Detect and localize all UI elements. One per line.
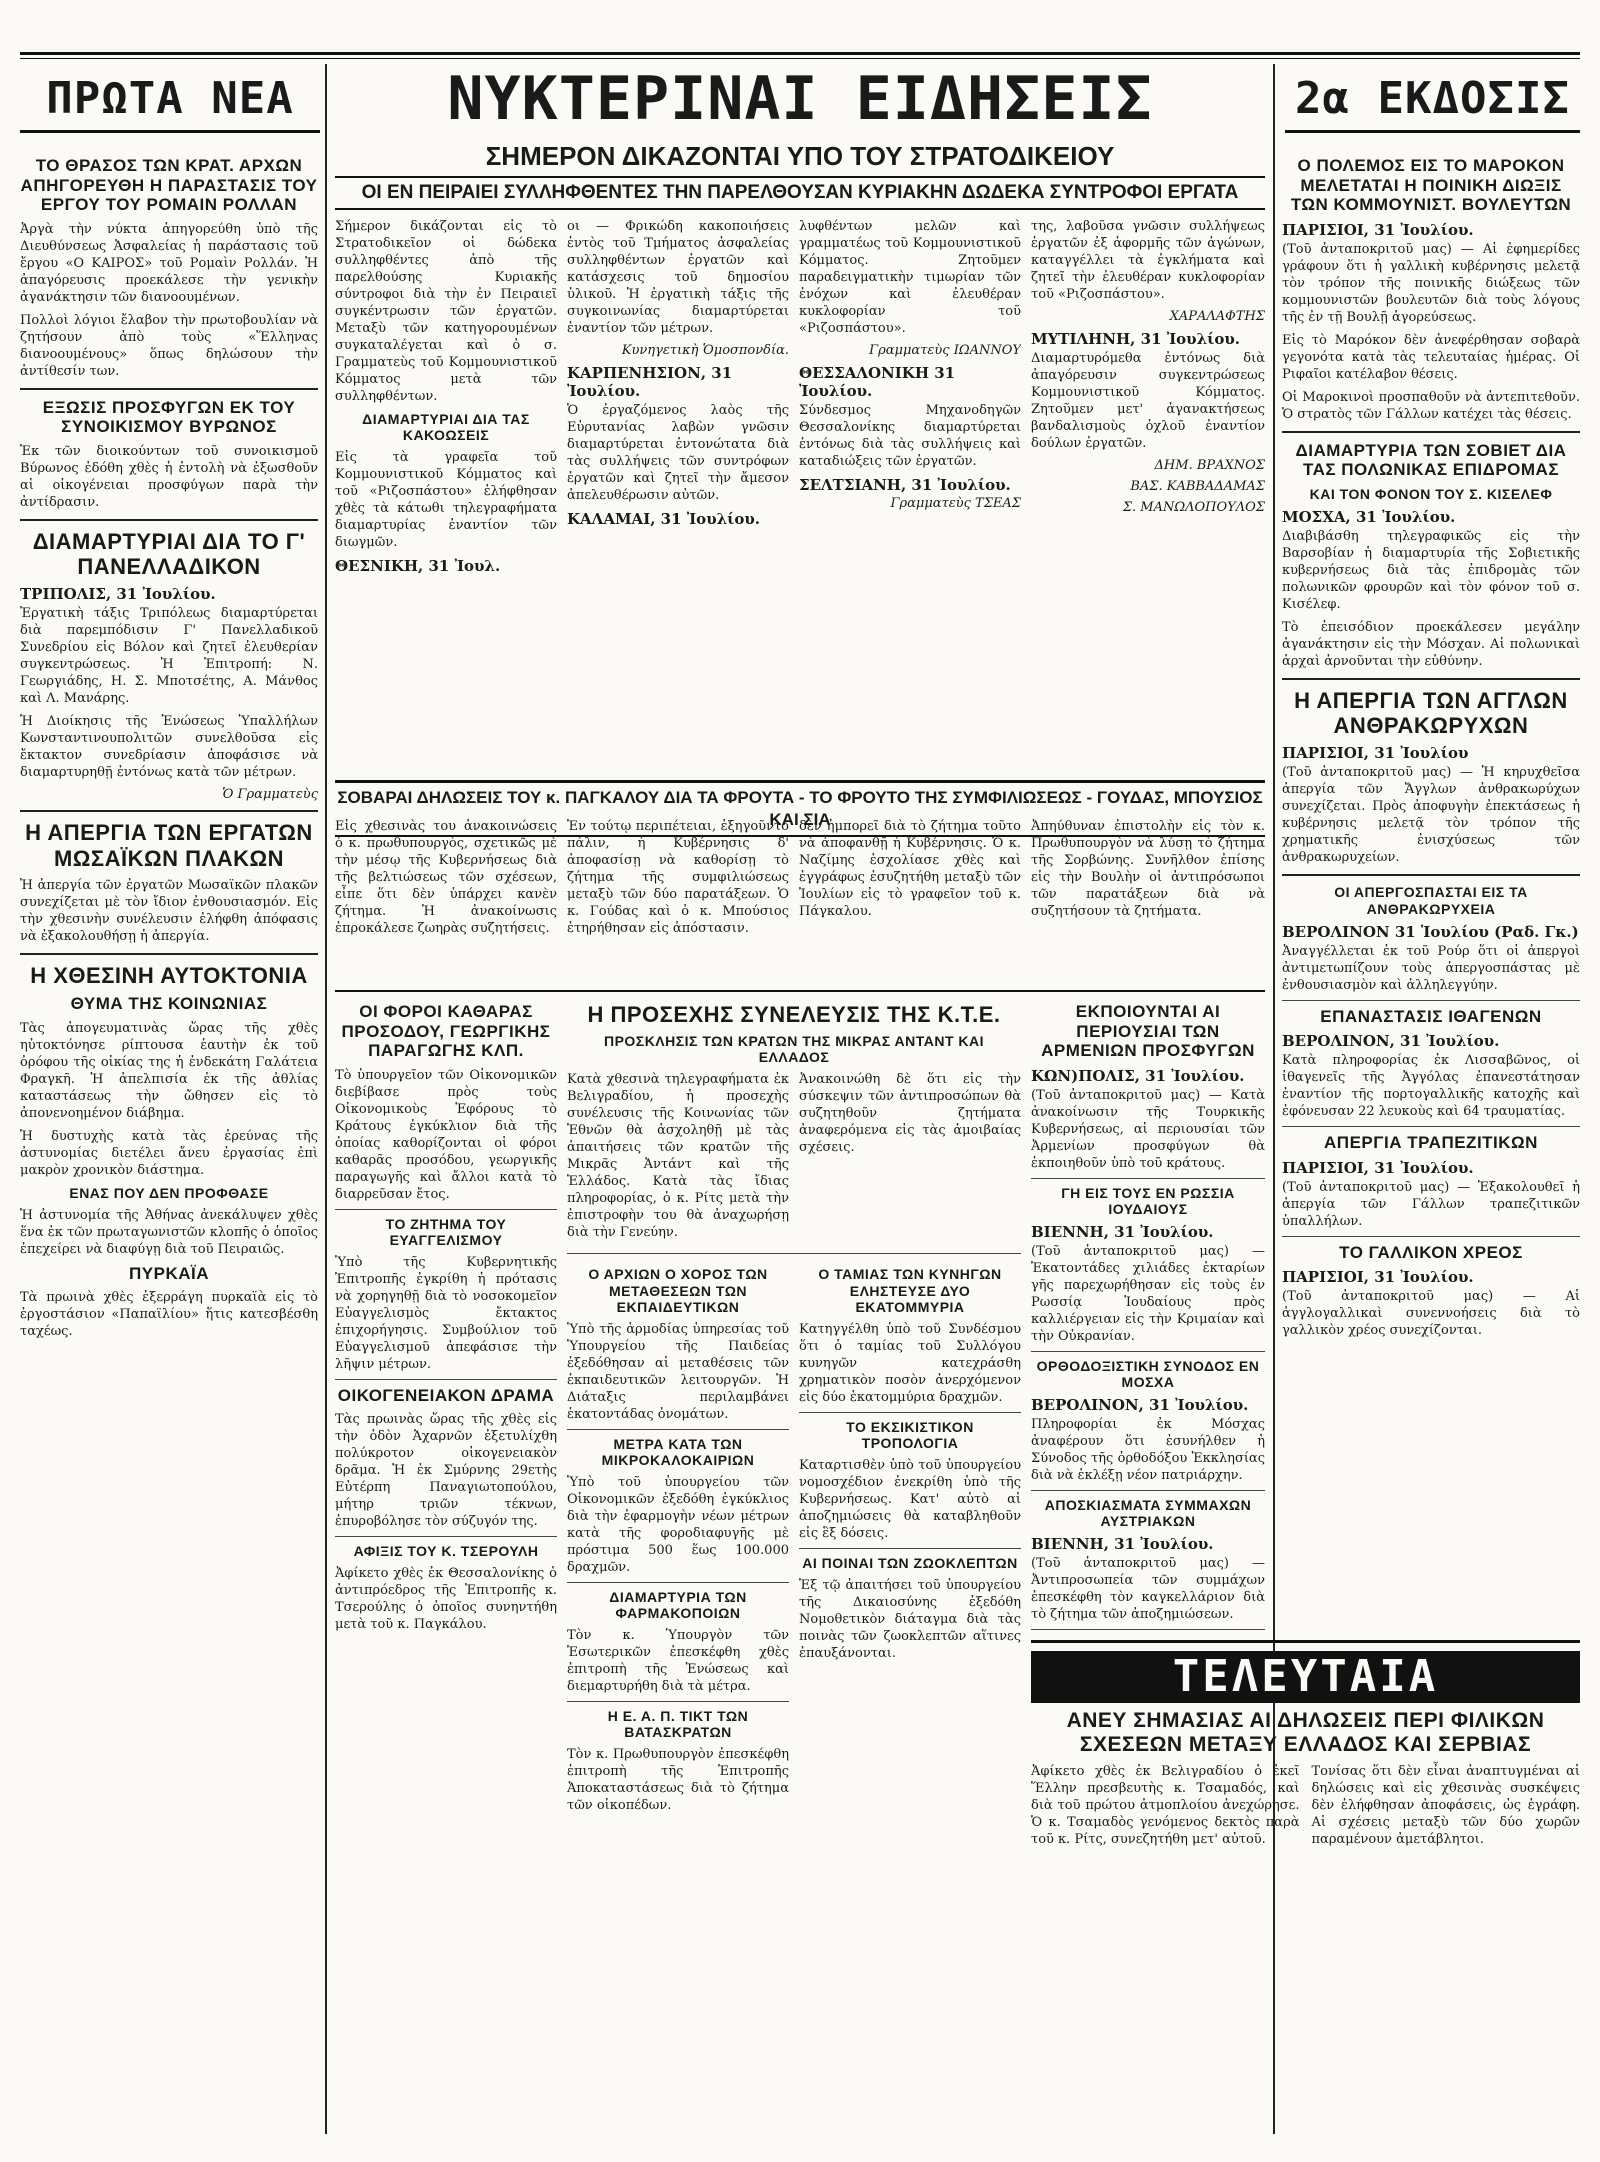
- ct-col3-text: λυφθέντων μελῶν καὶ γραμματέως τοῦ Κομμουνιστικοῦ Κόμματος. Ζητοῦμεν παραδειγματικὴν τιμωρίαν τῶν ἐνόχων καὶ ἐλευθέραν κυκλοφορίαν τοῦ «Ριζοσπάστου».: [799, 219, 1021, 336]
- last-news-banner: ΤΕΛΕΥΤΑΙΑ: [1031, 1651, 1580, 1703]
- center-top-col-2: [567, 218, 789, 773]
- s12-text: Ἐξ τῷ ἀπαιτήσει τοῦ ὑπουργείου τῆς Δικαιοσύνης ἐξεδόθη Νομοθετικὸν διάταγμα διὰ τὰς ποινὰς τῶν ζωοκλεπτῶν αἵτινες ἐπαυξάνονται.: [799, 1578, 1021, 1662]
- s11-sep: [799, 1548, 1021, 1549]
- s11-head: ΤΟ ΕΚΣΙΚΙΣΤΙΚΟΝ ΤΡΟΠΟΛΟΓΙΑ: [846, 1418, 974, 1451]
- left-t5b: Ἡ δυστυχὴς κατὰ τὰς ἐρεύνας τῆς ἀστυνομίας διετέλει ἄνευ ἐργασίας ἐπὶ μακρὸν χρονικὸν διάστημα.: [20, 1128, 318, 1178]
- rm-sep4: [1031, 1629, 1265, 1630]
- mid-lower-right: [799, 1260, 1021, 1820]
- s10-text: Κατηγγέλθη ὑπὸ τοῦ Συνδέσμου ὅτι ὁ ταμίας τοῦ Συλλόγου κυνηγῶν κατεχράσθη χρηματικὸν ποσὸν ἀνερχόμενον εἰς δύο ἑκατομμύρια δραχμῶν.: [799, 1321, 1021, 1405]
- ct-col1-text2: Εἰς τὰ γραφεῖα τοῦ Κομμουνιστικοῦ Κόμματος καὶ τοῦ «Ριζοσπάστου» ἐλήφθησαν χθὲς τὰ κάτωθι τηλεγραφήματα διαμαρτυρίας ἐναντίον τῶν διωγμῶν.: [335, 450, 557, 551]
- ct-col2-text2: Ὁ ἐργαζόμενος λαὸς τῆς Εὐρυτανίας λαβὼν γνῶσιν διαμαρτύρεται ἐντονώτατα διὰ τὰς συλλήψεις τῶν συντρόφων ἐργατῶν καὶ ζητεῖ τὴν ἄμεσον ἀπελευθέρωσιν αὐτῶν.: [567, 403, 789, 503]
- ct-col2-dateline2: ΚΑΛΑΜΑΙ, 31 Ἰουλίου.: [567, 510, 761, 528]
- left-t3b: Ἡ Διοίκησις τῆς Ἑνώσεως Ὑπαλλήλων Κωνσταντινουπολιτῶν συνελθοῦσα εἰς ἔκτακτον συνεδρίασιν ἀποφάσισε νὰ διαμαρτυρηθῇ ἐντόνως κατὰ τῶν μέτρων.: [20, 714, 318, 781]
- center-top-col-1: [335, 218, 557, 773]
- center-top-col-4: [1031, 218, 1265, 773]
- right-sep-2: [1282, 678, 1580, 680]
- right-t2b: Τὸ ἐπεισόδιον προεκάλεσεν μεγάλην ἀγανάκτησιν εἰς τὴν Μόσχαν. Αἱ πολωνικαὶ ἀρχαὶ ἀρνοῦνται τὴν εὐθύνην.: [1282, 619, 1580, 669]
- s2-head: ΤΟ ΖΗΤΗΜΑ ΤΟΥ ΕΥΑΓΓΕΛΙΣΜΟΥ: [385, 1215, 507, 1248]
- center-banner: [335, 66, 1265, 132]
- ct-col2-signature: Κυνηγετικὴ Ὁμοσπονδία.: [621, 343, 789, 358]
- mid-lower-left: [567, 1260, 789, 1820]
- left-sep-4: [20, 953, 318, 955]
- middle-band-col-2: [567, 818, 789, 986]
- ct-col3-text2: Σύνδεσμος Μηχανοδηγῶν Θεσσαλονίκης διαμαρτύρεται ἐντόνως διὰ τὰς συλλήψεις καὶ καταδιώξεις τῶν ἐργατῶν.: [799, 403, 1021, 469]
- mid-lower-split: [567, 1260, 1021, 1820]
- s2-text: Ὑπὸ τῆς Κυβερνητικῆς Ἐπιτροπῆς ἐγκρίθη ἡ πρότασις νὰ χορηγηθῇ διὰ τὸ νοσοκομεῖον Εὐαγγελισμὸς ἔκτακτος ἐπιχορήγησις. Συμβούλιον τοῦ Εὐαγγελισμοῦ ἀπεφάσισε τὴν λῆψιν μέτρων.: [335, 1254, 557, 1372]
- mid-col-d: [1031, 996, 1265, 1636]
- right-t5: Κατὰ πληροφορίας ἐκ Λισσαβῶνος, οἱ ἰθαγενεῖς τῆς Ἀγγόλας ἐπανεστάτησαν ἐναντίον τῆς πορτογαλλικῆς κατοχῆς καὶ ἐφόνευσαν 22 λευκοὺς καὶ 64 τραυματίας.: [1282, 1053, 1580, 1120]
- s7-head: ΜΕΤΡΑ ΚΑΤΑ ΤΩΝ ΜΙΚΡΟΚΑΛΟΚΑΙΡΙΩΝ: [601, 1435, 755, 1468]
- rm-d3: ΒΕΡΟΛΙΝΟΝ, 31 Ἰουλίου.: [1031, 1396, 1249, 1415]
- rm-t3: Πληροφορίαι ἐκ Μόσχας ἀναφέρουν ὅτι ἐσυνήλθεν ἡ Σύνοδος τῆς ὀρθοδόξου Ἐκκλησίας διὰ νὰ ἐκλέξῃ νέον πατριάρχην.: [1031, 1417, 1265, 1484]
- right-t2: Διαβιβάσθη τηλεγραφικῶς εἰς τὴν Βαρσοβίαν ἡ διαμαρτυρία τῆς Σοβιετικῆς κυβερνήσεως διὰ τὰς ἐπιδρομὰς τῶν πολωνικῶν φρουρῶν καὶ τὸν φόνον τοῦ σ. Κισέλεφ.: [1282, 528, 1580, 612]
- right-column: [1282, 150, 1580, 1890]
- s5-sep: [567, 1253, 1021, 1254]
- top-rule: [20, 52, 1580, 55]
- mid-col-bc: [567, 996, 1021, 2136]
- s6-sep: [567, 1429, 789, 1430]
- ct-col4-text2: Διαμαρτυρόμεθα ἐντόνως διὰ ἀπαγόρευσιν συγκεντρώσεως Κομμουνιστικοῦ Κόμματος. Ζητοῦμεν μετ' ἀγανακτήσεως βανδαλισμοὺς ὀχλοῦ ἐναντίον δούλων ἐργατῶν.: [1031, 351, 1265, 451]
- middle-band-col-4: [1031, 818, 1265, 986]
- rm-h1: ΕΚΠΟΙΟΥΝΤΑΙ ΑΙ ΠΕΡΙΟΥΣΙΑΙ ΤΩΝ ΑΡΜΕΝΙΩΝ ΠΡΟΣΦΥΓΩΝ: [1041, 1002, 1255, 1061]
- right-t7: (Τοῦ ἀνταποκριτοῦ μας) — Αἱ ἀγγλογαλλικαὶ συνεννοήσεις διὰ τὸ γαλλικὸν χρέος συνεχίζονται.: [1282, 1289, 1580, 1339]
- middle-band-col-1: [335, 818, 557, 986]
- top-rule-thin: [20, 58, 1580, 59]
- s7-text: Ὑπὸ τοῦ ὑπουργείου τῶν Οἰκονομικῶν ἐξεδόθη ἐγκύκλιος διὰ τὴν ἐφαρμογὴν νέων μέτρων κατὰ τῆς φοροδιαφυγῆς μὲ πρόστιμα 500 ἕως 100.000 δραχμῶν.: [567, 1474, 789, 1575]
- s5-text2: Ἀνακοινώθη δὲ ὅτι εἰς τὴν σύσκεψιν τῶν ἀντιπροσώπων θὰ συζητηθοῦν ζητήματα ἀναφερόμενα εἰς τὰς ἀμοιβαίας σχέσεις.: [799, 1072, 1021, 1156]
- mid-lower-rule: [335, 990, 1265, 992]
- middle-band-col-3: [799, 818, 1021, 986]
- rm-h4: ΑΠΟΣΚΙΑΣΜΑΤΑ ΣΥΜΜΑΧΩΝ ΑΥΣΤΡΙΑΚΩΝ: [1044, 1497, 1252, 1530]
- s7-sep: [567, 1582, 789, 1583]
- s8-text: Τὸν κ. Ὑπουργὸν τῶν Ἐσωτερικῶν ἐπεσκέφθη χθὲς ἐπιτροπὴ τῆς Ἑνώσεως καὶ διεμαρτυρήθη διὰ τὰ μέτρα.: [567, 1628, 789, 1695]
- rm-sep2: [1031, 1351, 1265, 1352]
- center-banner-text: ΝΥΚΤΕΡΙΝΑΙ ΕΙΔΗΣΕΙΣ: [447, 64, 1153, 134]
- left-t2: Ἐκ τῶν διοικούντων τοῦ συνοικισμοῦ Βύρωνος ἐδόθη χθὲς ἡ ἐντολὴ νὰ ἐξωσθοῦν αἱ οἰκογένειαι προσφύγων παρὰ τὴν ἀντίδρασιν.: [20, 443, 318, 510]
- ct-col4-signature4: Σ. ΜΑΝΩΛΟΠΟΥΛΟΣ: [1122, 500, 1265, 515]
- right-sep-1: [1282, 431, 1580, 433]
- s5-head: Η ΠΡΟΣΕΧΗΣ ΣΥΝΕΛΕΥΣΙΣ ΤΗΣ Κ.Τ.Ε.: [587, 1002, 1001, 1027]
- middle-band-headline: ΣΟΒΑΡΑΙ ΔΗΛΩΣΕΙΣ ΤΟΥ κ. ΠΑΓΚΑΛΟΥ ΔΙΑ ΤΑ ΦΡΟΥΤΑ - ΤΟ ΦΡΟΥΤΟ ΤΗΣ ΣΥΜΦΙΛΙΩΣΕΩΣ - ΓΟΥΔΑΣ, ΜΠΟΥΣΙΟΣ ΚΑΙ ΣΙΑ: [335, 780, 1265, 837]
- left-sep-2: [20, 519, 318, 521]
- right-t6: (Τοῦ ἀνταποκριτοῦ μας) — Ἐξακολουθεῖ ἡ ἀπεργία τῶν Γάλλων τραπεζιτικῶν ὑπαλλήλων.: [1282, 1179, 1580, 1229]
- right-d6: ΠΑΡΙΣΙΟΙ, 31 Ἰουλίου.: [1282, 1158, 1474, 1177]
- left-h6: ΕΝΑΣ ΠΟΥ ΔΕΝ ΠΡΟΦΘΑΣΕ: [69, 1184, 269, 1201]
- right-h4: ΟΙ ΑΠΕΡΓΟΣΠΑΣΤΑΙ ΕΙΣ ΤΑ ΑΝΘΡΑΚΩΡΥΧΕΙΑ: [1334, 884, 1528, 917]
- s4-text: Ἀφίκετο χθὲς ἐκ Θεσσαλονίκης ὁ ἀντιπρόεδρος τῆς Ἐπιτροπῆς κ. Τσερούλης ὁ ὁποῖος συνηντήθη μετὰ τοῦ κ. Παγκάλου.: [335, 1566, 557, 1633]
- rm-h2: ΓΗ ΕΙΣ ΤΟΥΣ ΕΝ ΡΩΣΣΙΑ ΙΟΥΔΑΙΟΥΣ: [1061, 1184, 1235, 1217]
- s3-text: Τὰς πρωινὰς ὥρας τῆς χθὲς εἰς τὴν ὁδὸν Ἀχαρνῶν ἐξετυλίχθη πολύκροτον οἰκογενειακὸν δρᾶμα. Ἡ ἐκ Σμύρνης 29ετὴς Εὐτέρπη Παναγιωτοπούλου, μήτηρ τριῶν τέκνων, ἐπυροβόλησε τὸν σύζυγόν της.: [335, 1412, 557, 1530]
- rm-t1: (Τοῦ ἀνταποκριτοῦ μας) — Κατὰ ἀνακοίνωσιν τῆς Τουρκικῆς Κυβερνήσεως, αἱ περιουσίαι τῶν Ἀρμενίων προσφύγων θὰ ἐκποιηθοῦν ὑπὸ τοῦ κράτους.: [1031, 1087, 1265, 1171]
- rm-t2: (Τοῦ ἀνταποκριτοῦ μας) — Ἐκατοντάδες χιλιάδες ἑκταρίων γῆς παρεχωρήθησαν εἰς τοὺς ἐν Ρωσσίᾳ Ἰουδαίους πρὸς καλλιέργειαν εἰς τὴν Κριμαίαν καὶ τὴν Οὐκρανίαν.: [1031, 1243, 1265, 1344]
- left-h3: ΔΙΑΜΑΡΤΥΡΙΑΙ ΔΙΑ ΤΟ Γ' ΠΑΝΕΛΛΑΔΙΚΟΝ: [32, 528, 306, 580]
- right-h2b: ΚΑΙ ΤΟΝ ΦΟΝΟΝ ΤΟΥ Σ. ΚΙΣΕΛΕΦ: [1309, 485, 1553, 502]
- right-h5: ΕΠΑΝΑΣΤΑΣΙΣ ΙΘΑΓΕΝΩΝ: [1320, 1006, 1542, 1026]
- left-h5: Η ΧΘΕΣΙΝΗ ΑΥΤΟΚΤΟΝΙΑ: [30, 962, 308, 988]
- ct-col4-signature3: ΒΑΣ. ΚΑΒΒΑΔΑΜΑΣ: [1130, 479, 1265, 494]
- right-banner-text: 2α ΕΚΔΟΣΙΣ: [1295, 73, 1570, 124]
- ct-col2-dateline: ΚΑΡΠΕΝΗΣΙΟΝ, 31 Ἰουλίου.: [567, 364, 733, 400]
- rm-sep1: [1031, 1178, 1265, 1179]
- col-rule-1: [325, 64, 327, 2134]
- ct-col4-dateline: ΜΥΤΙΛΗΝΗ, 31 Ἰουλίου.: [1031, 330, 1240, 348]
- ct-col1-dateline: ΘΕΣΝΙΚΗ, 31 Ἰουλ.: [335, 557, 501, 576]
- last-news-headline: ΑΝΕΥ ΣΗΜΑΣΙΑΣ ΑΙ ΔΗΛΩΣΕΙΣ ΠΕΡΙ ΦΙΛΙΚΩΝ ΣΧΕΣΕΩΝ ΜΕΤΑΞΥ ΕΛΛΑΔΟΣ ΚΑΙ ΣΕΡΒΙΑΣ: [1066, 1709, 1545, 1757]
- rm-h3: ΟΡΘΟΔΟΞΙΣΤΙΚΗ ΣΥΝΟΔΟΣ ΕΝ ΜΟΣΧΑ: [1036, 1357, 1260, 1390]
- s12-head: ΑΙ ΠΟΙΝΑΙ ΤΩΝ ΖΩΟΚΛΕΠΤΩΝ: [802, 1554, 1018, 1571]
- mb-t1: Εἰς χθεσινὰς του ἀνακοινώσεις ὁ κ. πρωθυπουργὸς, σχετικῶς μὲ τὴν μέσῳ τῆς Κυβερνήσεως διὰ τῆς βελτιώσεως τῶν σχέσεων, εἶπε ὅτι δὲν ὑπάρχει κανὲν ζήτημα. Ἡ ἀνακοίνωσις ἐπροκάλεσε ζωηρὰς συζητήσεις.: [335, 819, 557, 936]
- right-h3: Η ΑΠΕΡΓΙΑ ΤΩΝ ΑΓΓΛΩΝ ΑΝΘΡΑΚΩΡΥΧΩΝ: [1294, 687, 1568, 739]
- ct-col2-text: οι — Φρικώδη κακοποιήσεις ἐντὸς τοῦ Τμήματος ἀσφαλείας συλληφθέντων ἐργατῶν καὶ κατάσχεσις τοῦ δημοσίου ὑλικοῦ. Ἡ ἐργατικὴ τάξις τῆς συγκοινωνίας διαμαρτύρεται ἐναντίον τῶν μέτρων.: [567, 219, 789, 336]
- left-t5: Τὰς ἀπογευματινὰς ὥρας τῆς χθὲς ηὐτοκτόνησε ρίπτουσα ἑαυτὴν ἐκ τοῦ ὀρόφου τῆς οἰκίας της ἡ ἐνδεκάτη Γαλάτεια Φραγκῆ. Ἡ ἀπελπισία ἐκ τῆς ἀθλίας καταστάσεως τὴν ὤθησεν εἰς τὸ ἀπονενοημένον διάβημα.: [20, 1020, 318, 1121]
- left-d3: ΤΡΙΠΟΛΙΣ, 31 Ἰουλίου.: [20, 585, 216, 604]
- last-news-body: [1031, 1763, 1580, 1854]
- s3-sep: [335, 1536, 557, 1537]
- right-h1: Ο ΠΟΛΕΜΟΣ ΕΙΣ ΤΟ ΜΑΡΟΚΟΝ ΜΕΛΕΤΑΤΑΙ Η ΠΟΙΝΙΚΗ ΔΙΩΞΙΣ ΤΩΝ ΚΟΜΜΟΥΝΙΣΤ. ΒΟΥΛΕΥΤΩΝ: [1290, 156, 1572, 215]
- left-sig3: Ὁ Γραμματεὺς: [222, 787, 318, 803]
- last-news-t2: Τονίσας ὅτι δὲν εἶναι ἀναπτυγμέναι αἱ δηλώσεις καὶ εἰς χθεσινὰς συσκέψεις δὲν ἐλήφθησαν ἀποφάσεις, ὡς ἐγράφη. Αἱ σχέσεις μεταξὺ τῶν δύο χωρῶν παραμένουν ἀμετάβλητοι.: [1311, 1764, 1580, 1848]
- right-d4: ΒΕΡΟΛΙΝΟΝ 31 Ἰουλίου (Ραδ. Γκ.): [1282, 922, 1579, 941]
- left-t6: Ἡ ἀστυνομία τῆς Ἀθήνας ἀνεκάλυψεν χθὲς ἕνα ἐκ τῶν πρωταγωνιστῶν κλοπῆς ὁ ὁποῖος ἐπεχείρει νὰ διαφύγῃ διὰ τοῦ Πειραιῶς.: [20, 1207, 318, 1257]
- right-d3: ΠΑΡΙΣΙΟΙ, 31 Ἰουλίου: [1282, 744, 1469, 763]
- left-column: [20, 150, 318, 2140]
- s1-sep: [335, 1209, 557, 1210]
- s5-text: Κατὰ χθεσινὰ τηλεγραφήματα ἐκ Βελιγραδίου, ἡ προσεχὴς συνέλευσις τῆς Κοινωνίας τῶν Ἐθνῶν θὰ ἀσχοληθῇ μὲ τὰς ἀπαιτήσεις τῶν κρατῶν τῆς Μικρᾶς Ἀντάντ καὶ τῆς Ἑλλάδος. Κατὰ τὰς ἴδιας πληροφορίας, ὁ κ. Ρίτς μετὰ τὴν ἐπιστροφὴν του θὰ ἀναχωρήσῃ διὰ τὴν Γενεύην.: [567, 1072, 789, 1241]
- left-t7: Τὰ πρωινὰ χθὲς ἐξερράγη πυρκαϊὰ εἰς τὸ ἐργοστάσιον «Παπαϊλίου» ἥτις κατεσβέσθη ταχέως.: [20, 1290, 318, 1340]
- left-banner-text: ΠΡΩΤΑ ΝΕΑ: [46, 73, 294, 124]
- mb-t3: δὲν ἠμπορεῖ διὰ τὸ ζήτημα τοῦτο νὰ ἀποφανθῇ ἡ Κυβέρνησις. Ὁ κ. Ναζίμης ἐσχολίασε χθὲς καὶ ἐγγράφως ἐσυζητήθη μεταξὺ τῶν Ἰουλίων εἰς τὸ γραφεῖον τοῦ κ. Πάγκαλου.: [799, 819, 1021, 919]
- left-t4: Ἡ ἀπεργία τῶν ἐργατῶν Μωσαϊκῶν πλακῶν συνεχίζεται μὲ τὸν ἴδιον ἐνθουσιασμόν. Εἰς τὴν χθεσινὴν συνέλευσιν ἐλήφθη ἀπόφασις νὰ ἐξακολουθήσῃ ἡ ἀπεργία.: [20, 877, 318, 944]
- right-t3: (Τοῦ ἀνταποκριτοῦ μας) — Ἡ κηρυχθεῖσα ἀπεργία τῶν Ἄγγλων ἀνθρακωρύχων συνεχίζεται. Πρὸς ἀποφυγὴν ἐπεκτάσεως ἡ κυβέρνησις μελετᾷ τὸν τρόπον τῆς χρηματικῆς ἐνισχύσεως τῶν ἀνθρακωρυχείων.: [1282, 765, 1580, 866]
- ct-col1-sub: ΔΙΑΜΑΡΤΥΡΙΑΙ ΔΙΑ ΤΑΣ ΚΑΚΟΩΣΕΙΣ: [362, 411, 530, 444]
- ct-col3-signature2: Γραμματεὺς ΤΣΕΑΣ: [890, 496, 1021, 511]
- left-h1: ΤΟ ΘΡΑΣΟΣ ΤΩΝ ΚΡΑΤ. ΑΡΧΩΝ ΑΠΗΓΟΡΕΥΘΗ Η ΠΑΡΑΣΤΑΣΙΣ ΤΟΥ ΕΡΓΟΥ ΤΟΥ ΡΟΜΑΙΝ ΡΟΛΛΑΝ: [20, 156, 318, 215]
- rm-d2: ΒΙΕΝΝΗ, 31 Ἰουλίου.: [1031, 1222, 1214, 1241]
- ct-col4-signature2: ΔΗΜ. ΒΡΑΧΝΟΣ: [1154, 458, 1265, 473]
- left-h4: Η ΑΠΕΡΓΙΑ ΤΩΝ ΕΡΓΑΤΩΝ ΜΩΣΑΪΚΩΝ ΠΛΑΚΩΝ: [25, 820, 313, 871]
- right-t1b: Εἰς τὸ Μαρόκον δὲν ἀνεφέρθησαν σοβαρὰ γεγονότα κατὰ τὰς τελευταίας ἡμέρας. Οἱ Ριφαῖοι κατέλαβον θέσεις.: [1282, 332, 1580, 382]
- s2-sep: [335, 1379, 557, 1380]
- center-subheadline: ΟΙ ΕΝ ΠΕΙΡΑΙΕΙ ΣΥΛΛΗΦΘΕΝΤΕΣ ΤΗΝ ΠΑΡΕΛΘΟΥΣΑΝ ΚΥΡΙΑΚΗΝ ΔΩΔΕΚΑ ΣΥΝΤΡΟΦΟΙ ΕΡΓΑΤΑ: [335, 176, 1265, 210]
- left-h7: ΠΥΡΚΑΪΑ: [128, 1263, 209, 1283]
- mb-t2: Ἐν τούτῳ περιπέτειαι, ἐξηγοῦντο πάλιν, ἡ Κυβέρνησις δ' ἀποφασίσῃ νὰ καθορίσῃ τὸ ζήτημα τῆς συμφιλιώσεως μεταξὺ τῶν δύο παρατάξεων. Ὁ κ. Γούδας καὶ ὁ κ. Μπούσιος ἐτηρήθησαν εἰς ἀπόστασιν.: [567, 819, 789, 936]
- ct-col3-dateline: ΘΕΣΣΑΛΟΝΙΚΗ 31 Ἰουλίου.: [799, 364, 956, 400]
- s10-sep: [799, 1412, 1021, 1413]
- s9-text: Τὸν κ. Πρωθυπουργὸν ἐπεσκέφθη ἐπιτροπὴ τῆς Ἐπιτροπῆς Ἀποκαταστάσεως διὰ τὸ ζήτημα τῶν οἰκοπέδων.: [567, 1747, 789, 1814]
- left-h2: ΕΞΩΣΙΣ ΠΡΟΣΦΥΓΩΝ ΕΚ ΤΟΥ ΣΥΝΟΙΚΙΣΜΟΥ ΒΥΡΩΝΟΣ: [42, 397, 296, 437]
- left-sep-3: [20, 810, 318, 812]
- s10-head: Ο ΤΑΜΙΑΣ ΤΩΝ ΚΥΝΗΓΩΝ ΕΛΗΣΤΕΥΣΕ ΔΥΟ ΕΚΑΤΟΜΜΥΡΙΑ: [818, 1266, 1002, 1315]
- s1-head: ΟΙ ΦΟΡΟΙ ΚΑΘΑΡΑΣ ΠΡΟΣΟΔΟΥ, ΓΕΩΡΓΙΚΗΣ ΠΑΡΑΓΩΓΗΣ ΚΛΠ.: [341, 1002, 551, 1061]
- right-d2: ΜΟΣΧΑ, 31 Ἰουλίου.: [1282, 507, 1456, 526]
- s4-head: ΑΦΙΞΙΣ ΤΟΥ Κ. ΤΣΕΡΟΥΛΗ: [353, 1543, 539, 1560]
- right-t4: Ἀναγγέλλεται ἐκ τοῦ Ρούρ ὅτι οἱ ἀπεργοὶ ἀντιμετωπίζουν τοὺς ἀπεργοσπάστας μὲ ἐνθουσιασμὸν καὶ ἀλληλεγγύην.: [1282, 943, 1580, 993]
- left-t1b: Πολλοὶ λόγιοι ἔλαβον τὴν πρωτοβουλίαν νὰ ζητήσουν ἀπὸ τοὺς «Ἕλληνας διανοουμένους» ὅπως δηλώσουν τὴν ἀντίθεσίν των.: [20, 312, 318, 379]
- right-sep-4: [1282, 1000, 1580, 1001]
- s8-head: ΔΙΑΜΑΡΤΥΡΙΑ ΤΩΝ ΦΑΡΜΑΚΟΠΟΙΩΝ: [609, 1588, 747, 1622]
- right-d1: ΠΑΡΙΣΙΟΙ, 31 Ἰουλίου.: [1282, 220, 1474, 239]
- right-d5: ΒΕΡΟΛΙΝΟΝ, 31 Ἰουλίου.: [1282, 1032, 1500, 1051]
- center-top-col-3: [799, 218, 1021, 773]
- right-banner: [1285, 68, 1580, 133]
- right-sep-5: [1282, 1126, 1580, 1127]
- ct-col3-dateline2: ΣΕΛΤΣΙΑΝΗ, 31 Ἰουλίου.: [799, 476, 1011, 494]
- ct-col4-signature: ΧΑΡΑΛΑΦΤΗΣ: [1169, 309, 1265, 324]
- right-h6: ΑΠΕΡΓΙΑ ΤΡΑΠΕΖΙΤΙΚΩΝ: [1324, 1133, 1538, 1153]
- right-sep-3: [1282, 874, 1580, 876]
- rm-t4: (Τοῦ ἀνταποκριτοῦ μας) — Ἀντιπροσωπεία τῶν συμμάχων ἐπεσκέφθη τὸν καγκελλάριον διὰ τὸ ζήτημα τῶν ἀποζημιώσεων.: [1031, 1556, 1265, 1623]
- s3-head: ΟΙΚΟΓΕΝΕΙΑΚΟΝ ΔΡΑΜΑ: [337, 1385, 555, 1405]
- left-h5b: ΘΥΜΑ ΤΗΣ ΚΟΙΝΩΝΙΑΣ: [70, 994, 268, 1014]
- left-t1: Ἀργὰ τὴν νύκτα ἀπηγορεύθη ὑπὸ τῆς Διευθύνσεως Ἀσφαλείας ἡ παράστασις τοῦ ἔργου «Ο ΚΑΙΡΟΣ» τοῦ Ρομαὶν Ρολλάν. Ἡ ἀπαγόρευσις προεκάλεσε τὴν γενικὴν ἀγανάκτησιν τῶν διανοουμένων.: [20, 221, 318, 305]
- s5-body: [567, 1071, 1021, 1247]
- ct-col3-signature: Γραμματεὺς ΙΩΑΝΝΟΥ: [869, 343, 1021, 358]
- last-news-box: [1031, 1640, 1580, 2133]
- rm-d4: ΒΙΕΝΝΗ, 31 Ἰουλίου.: [1031, 1535, 1214, 1554]
- center-headline: ΣΗΜΕΡΟΝ ΔΙΚΑΖΟΝΤΑΙ ΥΠΟ ΤΟΥ ΣΤΡΑΤΟΔΙΚΕΙΟΥ: [485, 141, 1115, 171]
- right-h2: ΔΙΑΜΑΡΤΥΡΙΑ ΤΩΝ ΣΟΒΙΕΤ ΔΙΑ ΤΑΣ ΠΟΛΩΝΙΚΑΣ ΕΠΙΔΡΟΜΑΣ: [1295, 440, 1567, 480]
- s8-sep: [567, 1701, 789, 1702]
- s6-head: Ο ΑΡΧΙΩΝ Ο ΧΟΡΟΣ ΤΩΝ ΜΕΤΑΘΕΣΕΩΝ ΤΩΝ ΕΚΠΑΙΔΕΥΤΙΚΩΝ: [588, 1266, 768, 1315]
- right-h7: ΤΟ ΓΑΛΛΙΚΟΝ ΧΡΕΟΣ: [1339, 1242, 1523, 1262]
- right-d7: ΠΑΡΙΣΙΟΙ, 31 Ἰουλίου.: [1282, 1268, 1474, 1287]
- ct-col1-text: Σήμερον δικάζονται εἰς τὸ Στρατοδικεῖον οἱ δώδεκα συλληφθέντες ἀπὸ τῆς παρελθούσης Κυριακῆς σύντροφοι διὰ τὴν ἐν Πειραιεῖ συγκέντρωσιν τῶν ἐργατῶν. Μεταξὺ τῶν κατηγορουμένων συγκαταλέγεται καὶ ὁ σ. Γραμματεὺς τοῦ Κομμουνιστικοῦ Κόμματος μετὰ τῶν συλληφθέντων.: [335, 219, 557, 404]
- mb-t4: Ἀπηύθυναν ἐπιστολὴν εἰς τὸν κ. Πρωθυπουργὸν νὰ λύσῃ τὸ ζήτημα τῆς Σορβώνης. Συνῆλθον ἐπίσης εἰς τὴν Βουλὴν οἱ ἀντιπρόσωποι τῶν παρατάξεων διὰ νὰ συζητήσουν τὰ ζητήματα.: [1031, 819, 1265, 919]
- s9-head: Η Ε. Α. Π. ΤΙΚΤ ΤΩΝ ΒΑΤΑΣΚΡΑΤΩΝ: [607, 1708, 749, 1741]
- s5-sub: ΠΡΟΣΚΛΗΣΙΣ ΤΩΝ ΚΡΑΤΩΝ ΤΗΣ ΜΙΚΡΑΣ ΑΝΤΑΝΤ ΚΑΙ ΕΛΛΑΔΟΣ: [603, 1033, 985, 1066]
- s6-text: Ὑπὸ τῆς ἁρμοδίας ὑπηρεσίας τοῦ Ὑπουργείου τῆς Παιδείας ἐξεδόθησαν αἱ μεταθέσεις τῶν ἐκπαιδευτικῶν λειτουργῶν. Ἡ Διάταξις περιλαμβάνει ἑκατοντάδας ὀνομάτων.: [567, 1321, 789, 1422]
- last-news-t1: Ἀφίκετο χθὲς ἐκ Βελιγραδίου ὁ ἐκεῖ Ἕλλην πρεσβευτὴς κ. Τσαμαδός, καὶ διὰ τοῦ πρώτου ἀτμοπλοίου ἀνεχώρησε. Ὁ κ. Τσαμαδὸς γενόμενος δεκτὸς παρὰ τοῦ κ. Ρίτς, συνεζητήθη μετ' αὐτοῦ.: [1031, 1764, 1300, 1848]
- s11-text: Καταρτισθὲν ὑπὸ τοῦ ὑπουργείου νομοσχέδιον ἐνεκρίθη ὑπὸ τῆς Κυβερνήσεως. Κατ' αὐτὸ αἱ ἀποζημιώσεις θὰ καταβληθοῦν εἰς ἓξ δόσεις.: [799, 1457, 1021, 1541]
- rm-sep3: [1031, 1490, 1265, 1491]
- left-banner: [20, 68, 320, 133]
- left-sep-1: [20, 388, 318, 390]
- right-t1c: Οἱ Μαροκινοὶ προσπαθοῦν νὰ ἀντεπιτεθοῦν. Ὁ στρατὸς τῶν Γάλλων κατέχει τὰς θέσεις.: [1282, 389, 1580, 422]
- right-sep-6: [1282, 1236, 1580, 1237]
- right-t1: (Τοῦ ἀνταποκριτοῦ μας) — Αἱ ἐφημερίδες γράφουν ὅτι ἡ γαλλικὴ κυβέρνησις μελετᾷ τὸν τρόπον τῆς ποινικῆς διώξεως τῶν κομμουνιστῶν βουλευτῶν διὰ τοὺς λόγους τῆς ἐν τῇ Βουλῇ ἀγορεύσεως.: [1282, 241, 1580, 325]
- rm-d1: ΚΩΝ)ΠΟΛΙΣ, 31 Ἰουλίου.: [1031, 1066, 1245, 1085]
- left-t3: Ἐργατικὴ τάξις Τριπόλεως διαμαρτύρεται διὰ παρεμπόδισιν Γ' Πανελλαδικοῦ Συνεδρίου εἰς Βόλον καὶ ζητεῖ ἐλευθερίαν συγκεντρώσεως. Ἡ Ἐπιτροπή: Ν. Γεωργιάδης, Η. Σ. Μποτσέτης, Α. Μάνθος καὶ Λ. Μανάρης.: [20, 606, 318, 707]
- ct-col4-text: της, λαβοῦσα γνῶσιν συλλήψεως ἐργατῶν ἐξ ἀφορμῆς τῶν ἀγώνων, καταγγέλλει τὰ ἐγκλήματα καὶ ζητεῖ τὴν ἐλευθέραν κυκλοφορίαν τοῦ «Ριζοσπάστου».: [1031, 219, 1265, 302]
- s1-text: Τὸ ὑπουργεῖον τῶν Οἰκονομικῶν διεβίβασε πρὸς τοὺς Οἰκονομικοὺς Ἐφόρους τὸ Κράτους ἐγκύκλιον διὰ τῆς ὁποίας καθορίζονται οἱ φόροι καθαρᾶς προσόδου, γεωργικῆς παραγωγῆς καὶ ἄλλοι κατὰ τὸ διαρρεῦσαν ἔτος.: [335, 1067, 557, 1202]
- mid-col-a: [335, 996, 557, 2136]
